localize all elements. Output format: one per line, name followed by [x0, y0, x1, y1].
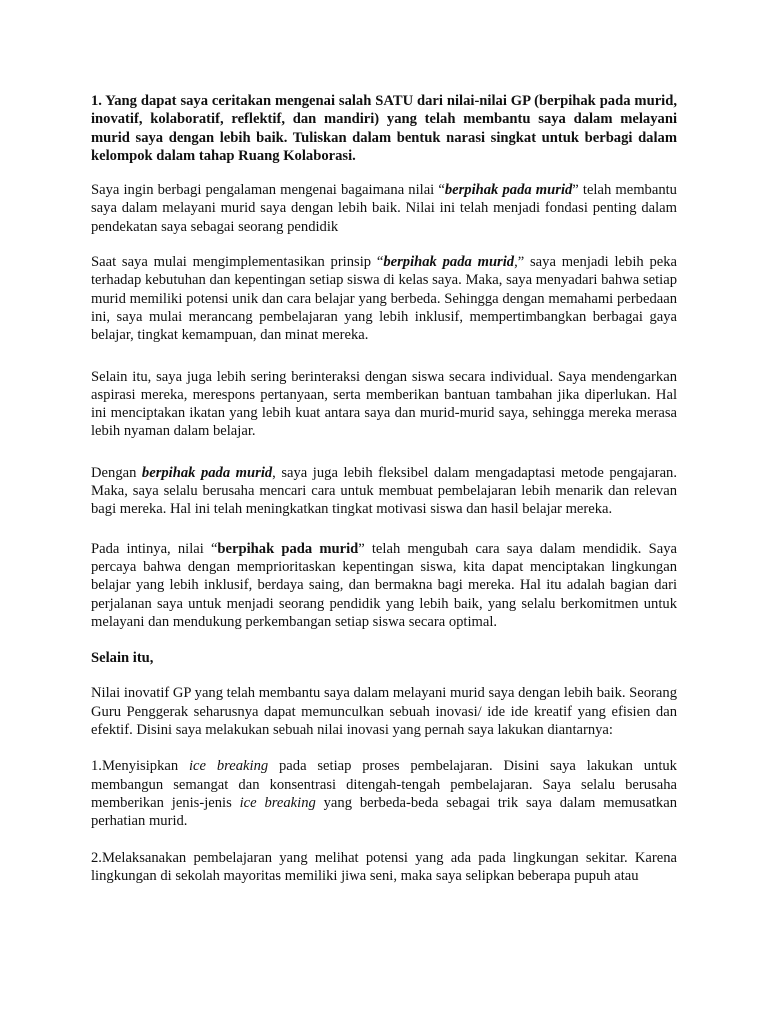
list-item-1: [91, 757, 677, 830]
paragraph-2-emphasis: berpihak pada murid: [383, 254, 515, 271]
paragraph-5-text-a: Pada intinya, nilai “: [91, 540, 218, 557]
paragraph-2-text-b: ,” saya menjadi lebih peka terhadap kebutuhan dan kepentingan setiap siswa di kelas saya. Maka, saya menyadari bahwa setiap murid memiliki potensi unik dan cara belajar yang berbeda. Sehingga dengan memahami perbedaan ini, saya mulai merancang pembelajaran yang lebih inklusif, mempertimbangkan berbagai gaya belajar, tingkat kemampuan, dan minat mereka.: [91, 254, 678, 344]
paragraph-4: [91, 464, 677, 519]
paragraph-4-emphasis: berpihak pada murid: [141, 464, 273, 481]
paragraph-6: Nilai inovatif GP yang telah membantu saya dalam melayani murid saya dengan lebih baik. Seorang Guru Penggerak seharusnya dapat memunculkan sebuah inovasi/ ide ide kreatif yang efisien dan efektif. Disini saya melakukan sebuah nilai inovasi yang pernah saya lakukan diantarnya:: [91, 685, 677, 739]
paragraph-2-text-a: Saat saya mulai mengimplementasikan prinsip “: [91, 254, 384, 271]
list-item-1-text-b: pada setiap proses pembelajaran. Disini saya lakukan untuk membangun semangat dan konsentrasi ditengah-tengah pembelajaran. Saya selalu berusaha memberikan jenis-jenis: [91, 758, 677, 811]
list-item-1-text-a: 1.Menyisipkan: [91, 758, 189, 775]
paragraph-1-text-b: ” telah membantu saya dalam melayani murid saya dengan lebih baik. Nilai ini telah menjadi fondasi penting dalam pendekatan saya sebagai seorang pendidik: [91, 182, 677, 235]
paragraph-1-emphasis: berpihak pada murid: [444, 182, 573, 199]
paragraph-5: [91, 540, 677, 631]
paragraph-4-text-b: , saya juga lebih fleksibel dalam mengadaptasi metode pengajaran. Maka, saya selalu berusaha mencari cara untuk membuat pembelajaran lebih menarik dan relevan bagi mereka. Hal ini telah meningkatkan tingkat motivasi siswa dan hasil belajar mereka.: [91, 464, 677, 518]
list-item-1-text-c: yang berbeda-beda sebagai trik saya dalam memusatkan perhatian murid.: [91, 794, 677, 830]
paragraph-5-text-b: ” telah mengubah cara saya dalam mendidik. Saya percaya bahwa dengan memprioritaskan kepentingan siswa, kita dapat menciptakan lingkungan belajar yang lebih inklusif, berdaya saing, dan bermakna bagi mereka. Hal itu adalah bagian dari perjalanan saya untuk menjadi seorang pendidik yang lebih baik, yang selalu berkomitmen untuk melayani dan mendukung perkembangan setiap siswa secara optimal.: [91, 540, 677, 630]
paragraph-4-text-a: Dengan: [91, 464, 142, 481]
question-heading: 1. Yang dapat saya ceritakan mengenai salah SATU dari nilai-nilai GP (berpihak pada murid, inovatif, kolaboratif, reflektif, dan mandiri) yang telah membantu saya dalam melayani murid saya dengan lebih baik. Tuliskan dalam bentuk narasi singkat untuk berbagi dalam kelompok dalam tahap Ruang Kolaborasi.: [91, 93, 677, 164]
document-page: [91, 92, 677, 885]
list-item-1-emphasis-1: ice breaking: [188, 758, 269, 775]
list-item-2: 2.Melaksanakan pembelajaran yang melihat potensi yang ada pada lingkungan sekitar. Karena lingkungan di sekolah mayoritas memiliki jiwa seni, maka saya selipkan beberapa pupuh atau: [91, 849, 677, 884]
paragraph-3: Selain itu, saya juga lebih sering berinteraksi dengan siswa secara individual. Saya mendengarkan aspirasi mereka, merespons pertanyaan, serta memberikan bantuan tambahan jika diperlukan. Hal ini menciptakan ikatan yang lebih kuat antara saya dan murid-murid saya, sehingga mereka merasa lebih nyaman dalam belajar.: [91, 368, 677, 440]
paragraph-2: [91, 253, 677, 344]
paragraph-1-text-a: Saya ingin berbagi pengalaman mengenai bagaimana nilai “: [91, 182, 445, 199]
list-item-1-emphasis-2: ice breaking: [239, 794, 316, 811]
paragraph-5-strong: berpihak pada murid: [217, 540, 359, 557]
section-heading: Selain itu,: [91, 650, 154, 667]
paragraph-1: [91, 181, 677, 236]
